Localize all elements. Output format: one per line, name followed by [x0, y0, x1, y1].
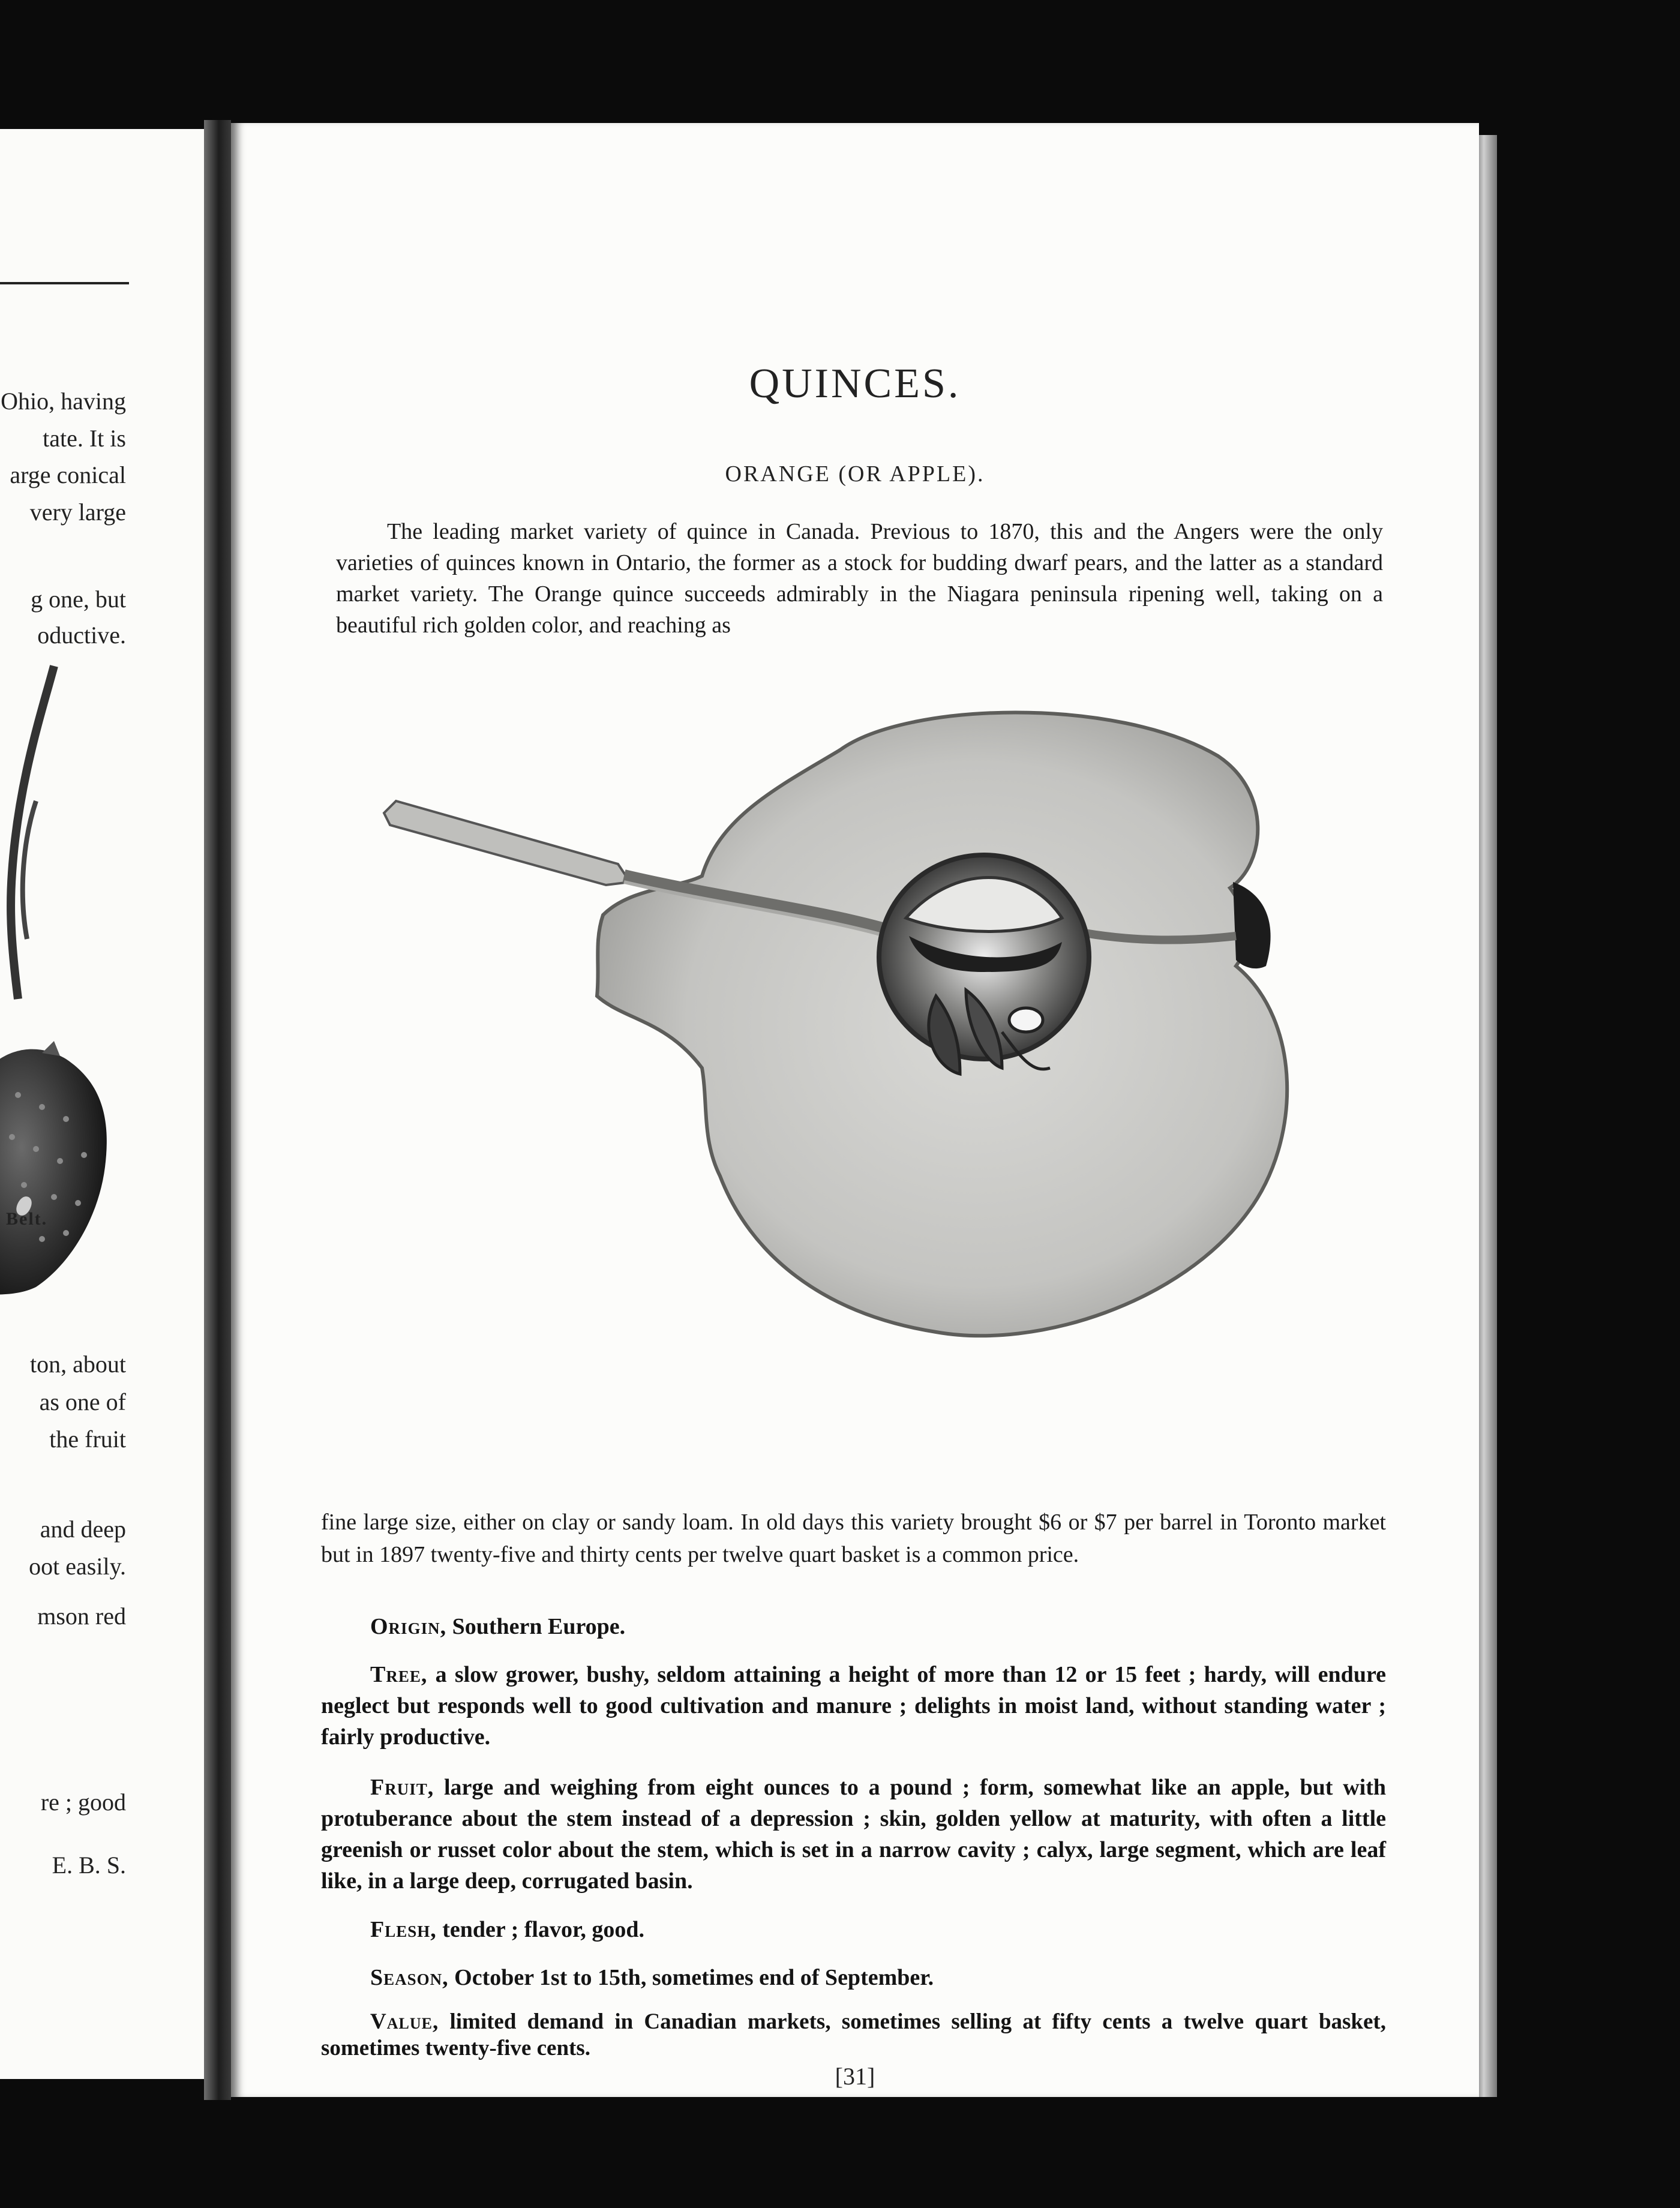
origin-entry	[321, 1611, 1386, 1642]
value-entry	[321, 2009, 1386, 2062]
left-page-line: mson red	[37, 1603, 126, 1630]
origin-text: Southern Europe.	[446, 1614, 626, 1639]
tree-entry	[321, 1659, 1386, 1753]
tree-text: a slow grower, bushy, seldom attaining a height of more than 12 or 15 feet ; hardy, will endure neglect but responds well to good cultivation and manure ; delights in moist land, without standing water ; fairly productive.	[321, 1662, 1386, 1750]
intro-paragraph: The leading market variety of quince in Canada. Previous to 1870, this and the Angers were the only varieties of quinces known in Ontario, the former as a stock for budding dwarf pears, and the latter as a standard market variety. The Orange quince succeeds admirably in the Niagara peninsula ripening well, taking on a beautiful rich golden color, and reaching as	[336, 519, 1383, 638]
flesh-text: tender ; flavor, good.	[436, 1917, 644, 1942]
left-page-line: arge conical	[10, 461, 126, 488]
quince-cross-section-figure	[366, 684, 1398, 1494]
flesh-label: Flesh,	[370, 1917, 437, 1942]
left-page-line: oot easily.	[29, 1553, 126, 1580]
left-page-rule	[0, 282, 129, 284]
continuation-paragraph: fine large size, either on clay or sandy loam. In old days this variety brought $6 or $7 per barrel in Toronto market but in 1897 twenty-five and thirty cents per twelve quart basket is a common price.	[321, 1510, 1386, 1567]
left-page-line: and deep	[40, 1516, 126, 1543]
right-page	[231, 123, 1479, 2097]
left-page-line: ton, about	[30, 1351, 126, 1378]
left-page-signature: E. B. S.	[52, 1852, 126, 1879]
left-page	[0, 129, 204, 2079]
book-gutter	[204, 120, 231, 2100]
value-text: limited demand in Canadian markets, sometimes selling at fifty cents a twelve quart basket, sometimes twenty-five cents.	[321, 2009, 1386, 2060]
left-page-line: Ohio, having	[1, 388, 126, 415]
left-page-line: re ; good	[40, 1789, 126, 1816]
left-page-line: the fruit	[49, 1426, 126, 1453]
variety-heading: ORANGE (OR APPLE).	[725, 461, 985, 487]
season-text: October 1st to 15th, sometimes end of September.	[448, 1965, 934, 1990]
left-page-caption: Belt.	[6, 1209, 48, 1229]
page-title: QUINCES.	[749, 361, 961, 407]
season-label: Season,	[370, 1965, 449, 1990]
quince-stem	[384, 801, 630, 885]
left-page-line: very large	[29, 499, 126, 526]
fruit-entry	[321, 1772, 1386, 1897]
value-label: Value,	[370, 2009, 439, 2034]
page-number: [31]	[835, 2063, 875, 2090]
left-page-line: oductive.	[37, 622, 126, 649]
season-entry	[321, 1962, 1386, 1993]
left-page-line: as one of	[39, 1388, 126, 1415]
origin-label: Origin,	[370, 1614, 447, 1639]
fruit-label: Fruit,	[370, 1775, 434, 1800]
flesh-entry	[321, 1914, 1386, 1945]
tree-label: Tree,	[370, 1662, 428, 1687]
fruit-text: large and weighing from eight ounces to a pound ; form, somewhat like an apple, but with protuberance about the stem instead of a depression ; skin, golden yellow at maturity, with often a little greenish or russet color about the stem, which is set in a narrow cavity ; calyx, large segment, which are leaf like, in a large deep, corrugated basin.	[321, 1775, 1386, 1894]
left-page-line: tate. It is	[43, 425, 126, 452]
left-page-line: g one, but	[31, 586, 126, 613]
